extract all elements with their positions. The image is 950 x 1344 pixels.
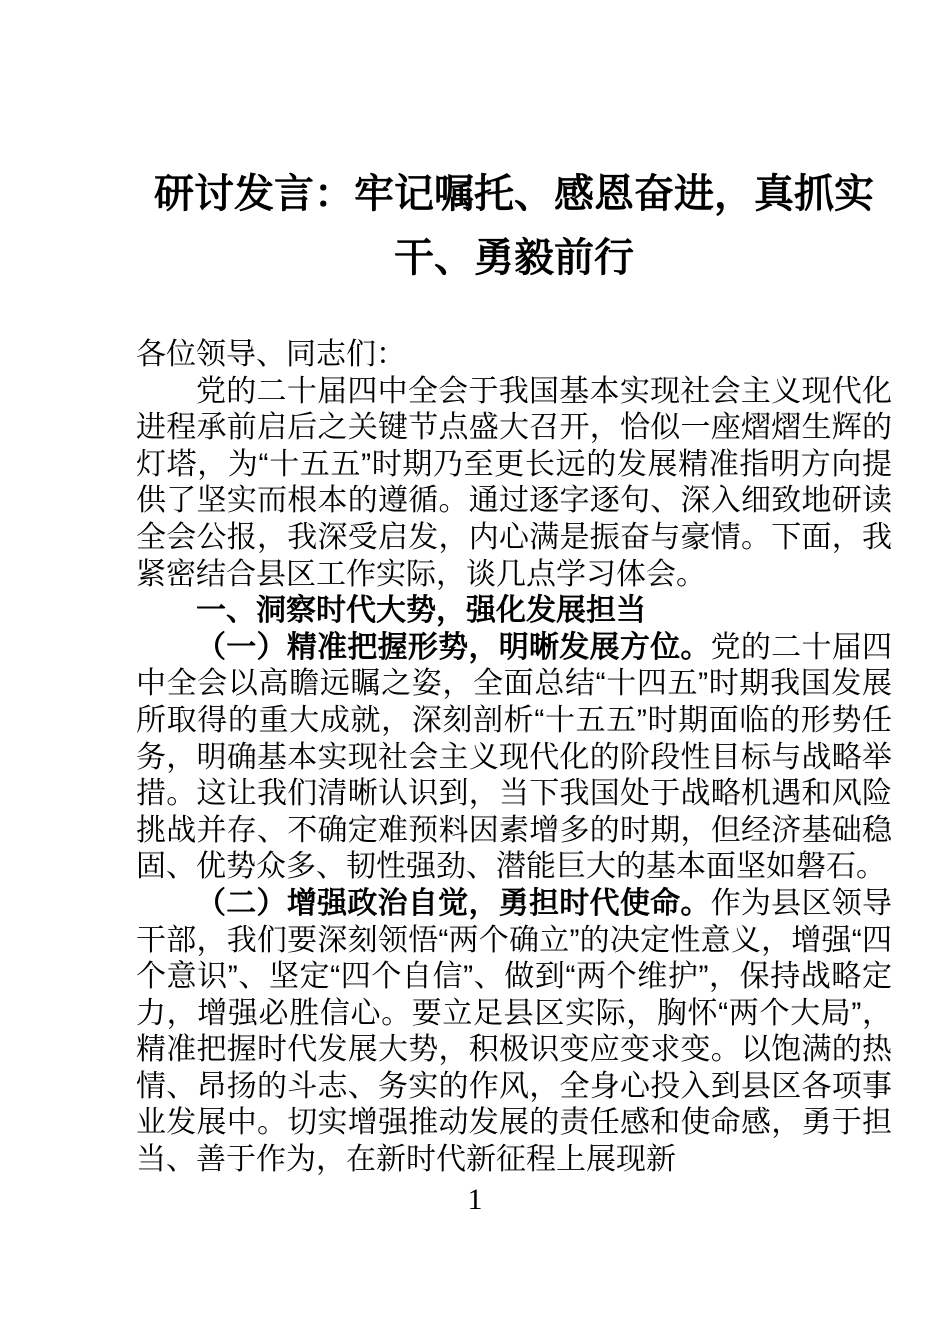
page-number: 1 bbox=[467, 1183, 483, 1216]
intro-paragraph: 党的二十届四中全会于我国基本实现社会主义现代化进程承前启后之关键节点盛大召开，恰似一座熠熠生辉的灯塔，为“十五五”时期乃至更长远的发展精准指明方向提供了坚实而根本的遵循。通过逐字逐句、深入细致地研读全会公报，我深受启发，内心满是振奋与豪情。下面，我紧密结合县区工作实际，谈几点学习体会。 bbox=[136, 374, 892, 591]
subsection-2-lead: （二）增强政治自觉，勇担时代使命。 bbox=[196, 886, 711, 920]
subsection-1-lead: （一）精准把握形势，明晰发展方位。 bbox=[196, 630, 711, 664]
section-heading-1: 一、洞察时代大势，强化发展担当 bbox=[196, 594, 646, 628]
salutation: 各位领导、同志们： bbox=[136, 338, 406, 371]
subsection-paragraph-1 bbox=[136, 630, 892, 886]
document-body bbox=[136, 337, 892, 1179]
subsection-paragraph-2 bbox=[136, 886, 892, 1179]
subsection-2-text: 作为县区领导干部，我们要深刻领悟“两个确立”的决定性意义，增强“四个意识”、坚定“四个自信”、做到“两个维护”，保持战略定力，增强必胜信心。要立足县区实际，胸怀“两个大局”，精准把握时代发展大势，积极识变应变求变。以饱满的热情、昂扬的斗志、务实的作风，全身心投入到县区各项事业发展中。切实增强推动发展的责任感和使命感，勇于担当、善于作为，在新时代新征程上展现新 bbox=[136, 886, 893, 1177]
document-title: 研讨发言：牢记嘱托、感恩奋进，真抓实干、勇毅前行 bbox=[154, 172, 874, 280]
subsection-1-text: 党的二十届四中全会以高瞻远瞩之姿，全面总结“十四五”时期我国发展所取得的重大成就，深刻剖析“十五五”时期面临的形势任务，明确基本实现社会主义现代化的阶段性目标与战略举措。这让我们清晰认识到，当下我国处于战略机遇和风险挑战并存、不确定难预料因素增多的时期，但经济基础稳固、优势众多、韧性强劲、潜能巨大的基本面坚如磐石。 bbox=[136, 630, 893, 884]
